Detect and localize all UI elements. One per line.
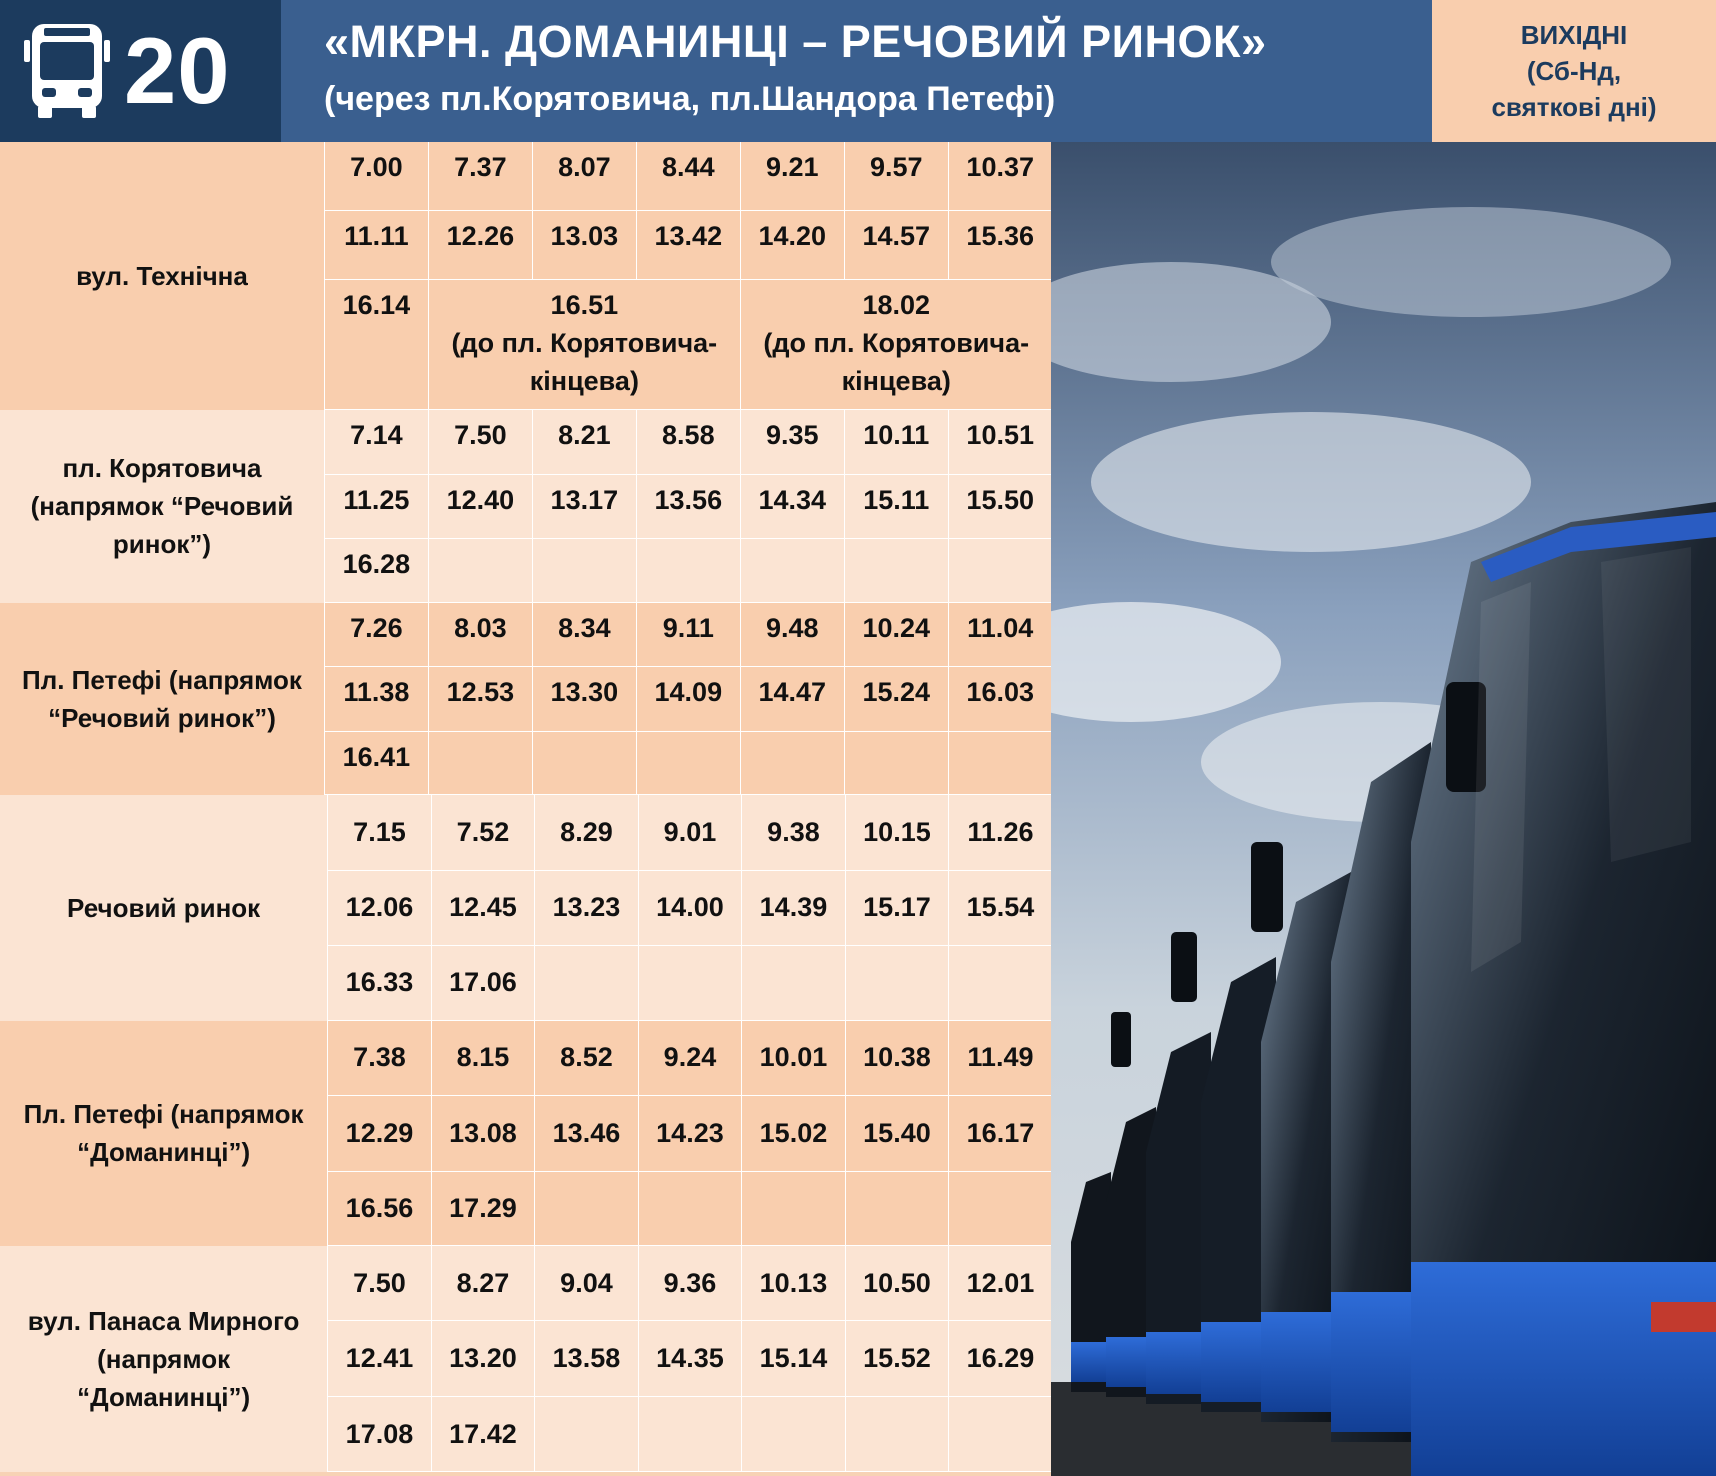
- departure-time: 15.17: [845, 871, 949, 946]
- departure-time: [428, 539, 532, 602]
- departure-time: 13.08: [431, 1096, 535, 1171]
- departure-time: 15.11: [844, 475, 948, 540]
- stop-block: [0, 142, 1052, 410]
- times-grid: [324, 410, 1052, 603]
- departure-time: 7.50: [327, 1246, 430, 1321]
- times-grid: [324, 603, 1052, 796]
- schedule-days-panel: [1432, 0, 1716, 142]
- stop-block: [0, 603, 1052, 796]
- departure-time: 12.45: [431, 871, 535, 946]
- departure-time: 13.30: [532, 667, 636, 732]
- short-trip-cell: [428, 280, 740, 410]
- departure-time: 7.14: [324, 410, 428, 475]
- departure-time: 17.06: [431, 946, 535, 1020]
- departure-time: 14.20: [740, 211, 844, 280]
- times-grid: [327, 1021, 1051, 1246]
- departure-time: 9.01: [638, 795, 742, 870]
- departure-time: 12.41: [327, 1321, 430, 1396]
- departure-time: [534, 1172, 638, 1246]
- departure-time: [428, 732, 532, 795]
- days-label: ВИХІДНІ: [1520, 20, 1628, 50]
- departure-time: 14.23: [638, 1096, 742, 1171]
- departure-time: 13.23: [534, 871, 638, 946]
- bus-icon: [22, 20, 112, 120]
- departure-time: [844, 539, 948, 602]
- departure-time: [636, 732, 740, 795]
- departure-time: 7.37: [428, 142, 532, 211]
- departure-time: 13.42: [636, 211, 740, 280]
- departure-time: 13.20: [431, 1321, 535, 1396]
- timetable: [0, 142, 1051, 1476]
- departure-time: [948, 1172, 1051, 1246]
- departure-time: 15.36: [948, 211, 1052, 280]
- departure-time: [845, 1172, 949, 1246]
- departure-time: 9.11: [636, 603, 740, 668]
- stop-block: [0, 1246, 1052, 1472]
- departure-time: 10.24: [844, 603, 948, 668]
- buses-illustration: [1051, 142, 1716, 1476]
- departure-time: 15.52: [845, 1321, 949, 1396]
- times-grid: [327, 795, 1051, 1020]
- stop-block: [0, 1021, 1052, 1246]
- departure-time: 17.42: [431, 1397, 535, 1472]
- departure-time: 10.13: [741, 1246, 845, 1321]
- departure-time: [741, 946, 845, 1020]
- departure-time: 12.26: [428, 211, 532, 280]
- departure-time: [845, 946, 949, 1020]
- departure-time: [638, 1172, 742, 1246]
- departure-time: 15.50: [948, 475, 1052, 540]
- departure-time: 8.07: [532, 142, 636, 211]
- stop-name: вул. Технічна: [76, 261, 248, 292]
- departure-time: 16.03: [948, 667, 1052, 732]
- departure-time: 10.01: [741, 1021, 845, 1096]
- departure-time: 16.29: [948, 1321, 1051, 1396]
- short-trip-time: 18.02: [862, 289, 931, 320]
- departure-time: [948, 539, 1052, 602]
- departure-time: 14.39: [741, 871, 845, 946]
- departure-time: 10.15: [845, 795, 949, 870]
- departure-time: 9.04: [534, 1246, 638, 1321]
- route-title: «МКРН. ДОМАНИНЦІ – РЕЧОВИЙ РИНОК»: [324, 16, 1267, 67]
- departure-time: 10.51: [948, 410, 1052, 475]
- departure-time: [636, 539, 740, 602]
- stop-block: [0, 410, 1052, 603]
- departure-time: 13.56: [636, 475, 740, 540]
- departure-time: [741, 1397, 845, 1472]
- departure-time: [740, 539, 844, 602]
- departure-time: 8.21: [532, 410, 636, 475]
- departure-time: 15.24: [844, 667, 948, 732]
- departure-time: 14.47: [740, 667, 844, 732]
- route-number: 20: [124, 18, 231, 123]
- departure-time: [844, 732, 948, 795]
- departure-time: 11.11: [324, 211, 428, 280]
- departure-time: [638, 1397, 742, 1472]
- departure-time: 15.02: [741, 1096, 845, 1171]
- departure-time: 15.54: [948, 871, 1051, 946]
- departure-time: [948, 732, 1052, 795]
- departure-time: 8.03: [428, 603, 532, 668]
- stop-name: Пл. Петефі (напрямок “Доманинці”): [23, 1099, 304, 1168]
- departure-time: 12.53: [428, 667, 532, 732]
- departure-time: 9.36: [638, 1246, 742, 1321]
- departure-time: 7.38: [327, 1021, 430, 1096]
- departure-time: 8.34: [532, 603, 636, 668]
- departure-time: 14.57: [844, 211, 948, 280]
- departure-time: 9.35: [740, 410, 844, 475]
- departure-time: [532, 732, 636, 795]
- departure-time: [740, 732, 844, 795]
- departure-time: 8.29: [534, 795, 638, 870]
- departure-time: [948, 1397, 1051, 1472]
- departure-time: 8.15: [431, 1021, 535, 1096]
- times-grid: [324, 142, 1052, 410]
- departure-time: 12.29: [327, 1096, 430, 1171]
- departure-time: 16.41: [324, 732, 428, 795]
- departure-time: 13.03: [532, 211, 636, 280]
- departure-time: 9.38: [741, 795, 845, 870]
- departure-time: [534, 1397, 638, 1472]
- departure-time: 14.09: [636, 667, 740, 732]
- short-trip-note: (до пл. Корятовича- кінцева): [451, 327, 718, 396]
- stop-name: Речовий ринок: [67, 892, 261, 923]
- stop-name: вул. Панаса Мирного (напрямок “Доманинці”): [27, 1306, 300, 1413]
- stop-block: [0, 795, 1052, 1020]
- departure-time: 9.48: [740, 603, 844, 668]
- departure-time: 8.52: [534, 1021, 638, 1096]
- departure-time: 17.08: [327, 1397, 430, 1472]
- departure-time: 13.46: [534, 1096, 638, 1171]
- departure-time: 12.40: [428, 475, 532, 540]
- departure-time: 16.33: [327, 946, 430, 1020]
- departure-time: 9.24: [638, 1021, 742, 1096]
- departure-time: 17.29: [431, 1172, 535, 1246]
- departure-time: 10.50: [845, 1246, 949, 1321]
- departure-time: [741, 1172, 845, 1246]
- days-holidays: святкові дні): [1491, 92, 1657, 122]
- departure-time: 7.00: [324, 142, 428, 211]
- departure-time: 10.11: [844, 410, 948, 475]
- departure-time: 9.57: [844, 142, 948, 211]
- departure-time: 13.58: [534, 1321, 638, 1396]
- departure-time: 7.26: [324, 603, 428, 668]
- departure-time: 16.14: [324, 280, 428, 410]
- departure-time: 9.21: [740, 142, 844, 211]
- departure-time: [638, 946, 742, 1020]
- departure-time: 8.44: [636, 142, 740, 211]
- departure-time: [948, 946, 1051, 1020]
- departure-time: [532, 539, 636, 602]
- departure-time: [534, 946, 638, 1020]
- departure-time: 14.00: [638, 871, 742, 946]
- departure-time: 12.06: [327, 871, 430, 946]
- departure-time: 8.27: [431, 1246, 535, 1321]
- route-number-panel: [0, 0, 281, 142]
- route-title-panel: [281, 0, 1432, 142]
- departure-time: 14.34: [740, 475, 844, 540]
- departure-time: 7.50: [428, 410, 532, 475]
- stop-name: пл. Корятовича (напрямок “Речовий ринок”): [30, 453, 294, 560]
- short-trip-cell: [740, 280, 1052, 410]
- departure-time: 11.25: [324, 475, 428, 540]
- departure-time: [845, 1397, 949, 1472]
- departure-time: 8.58: [636, 410, 740, 475]
- times-grid: [327, 1246, 1051, 1472]
- departure-time: 11.04: [948, 603, 1052, 668]
- departure-time: 16.28: [324, 539, 428, 602]
- departure-time: 15.40: [845, 1096, 949, 1171]
- departure-time: 11.38: [324, 667, 428, 732]
- short-trip-time: 16.51: [550, 289, 619, 320]
- stop-name: Пл. Петефі (напрямок “Речовий ринок”): [22, 664, 302, 733]
- departure-time: 16.17: [948, 1096, 1051, 1171]
- departure-time: 10.38: [845, 1021, 949, 1096]
- departure-time: 11.26: [948, 795, 1051, 870]
- route-subtitle: (через пл.Корятовича, пл.Шандора Петефі): [324, 80, 1056, 118]
- departure-time: 7.15: [327, 795, 430, 870]
- departure-time: 15.14: [741, 1321, 845, 1396]
- departure-time: 13.17: [532, 475, 636, 540]
- buses-photo: [1051, 142, 1716, 1476]
- departure-time: 11.49: [948, 1021, 1051, 1096]
- departure-time: 7.52: [431, 795, 535, 870]
- departure-time: 12.01: [948, 1246, 1051, 1321]
- days-range: (Сб-Нд,: [1526, 56, 1622, 86]
- departure-time: 10.37: [948, 142, 1052, 211]
- departure-time: 16.56: [327, 1172, 430, 1246]
- departure-time: 14.35: [638, 1321, 742, 1396]
- short-trip-note: (до пл. Корятовича- кінцева): [763, 327, 1030, 396]
